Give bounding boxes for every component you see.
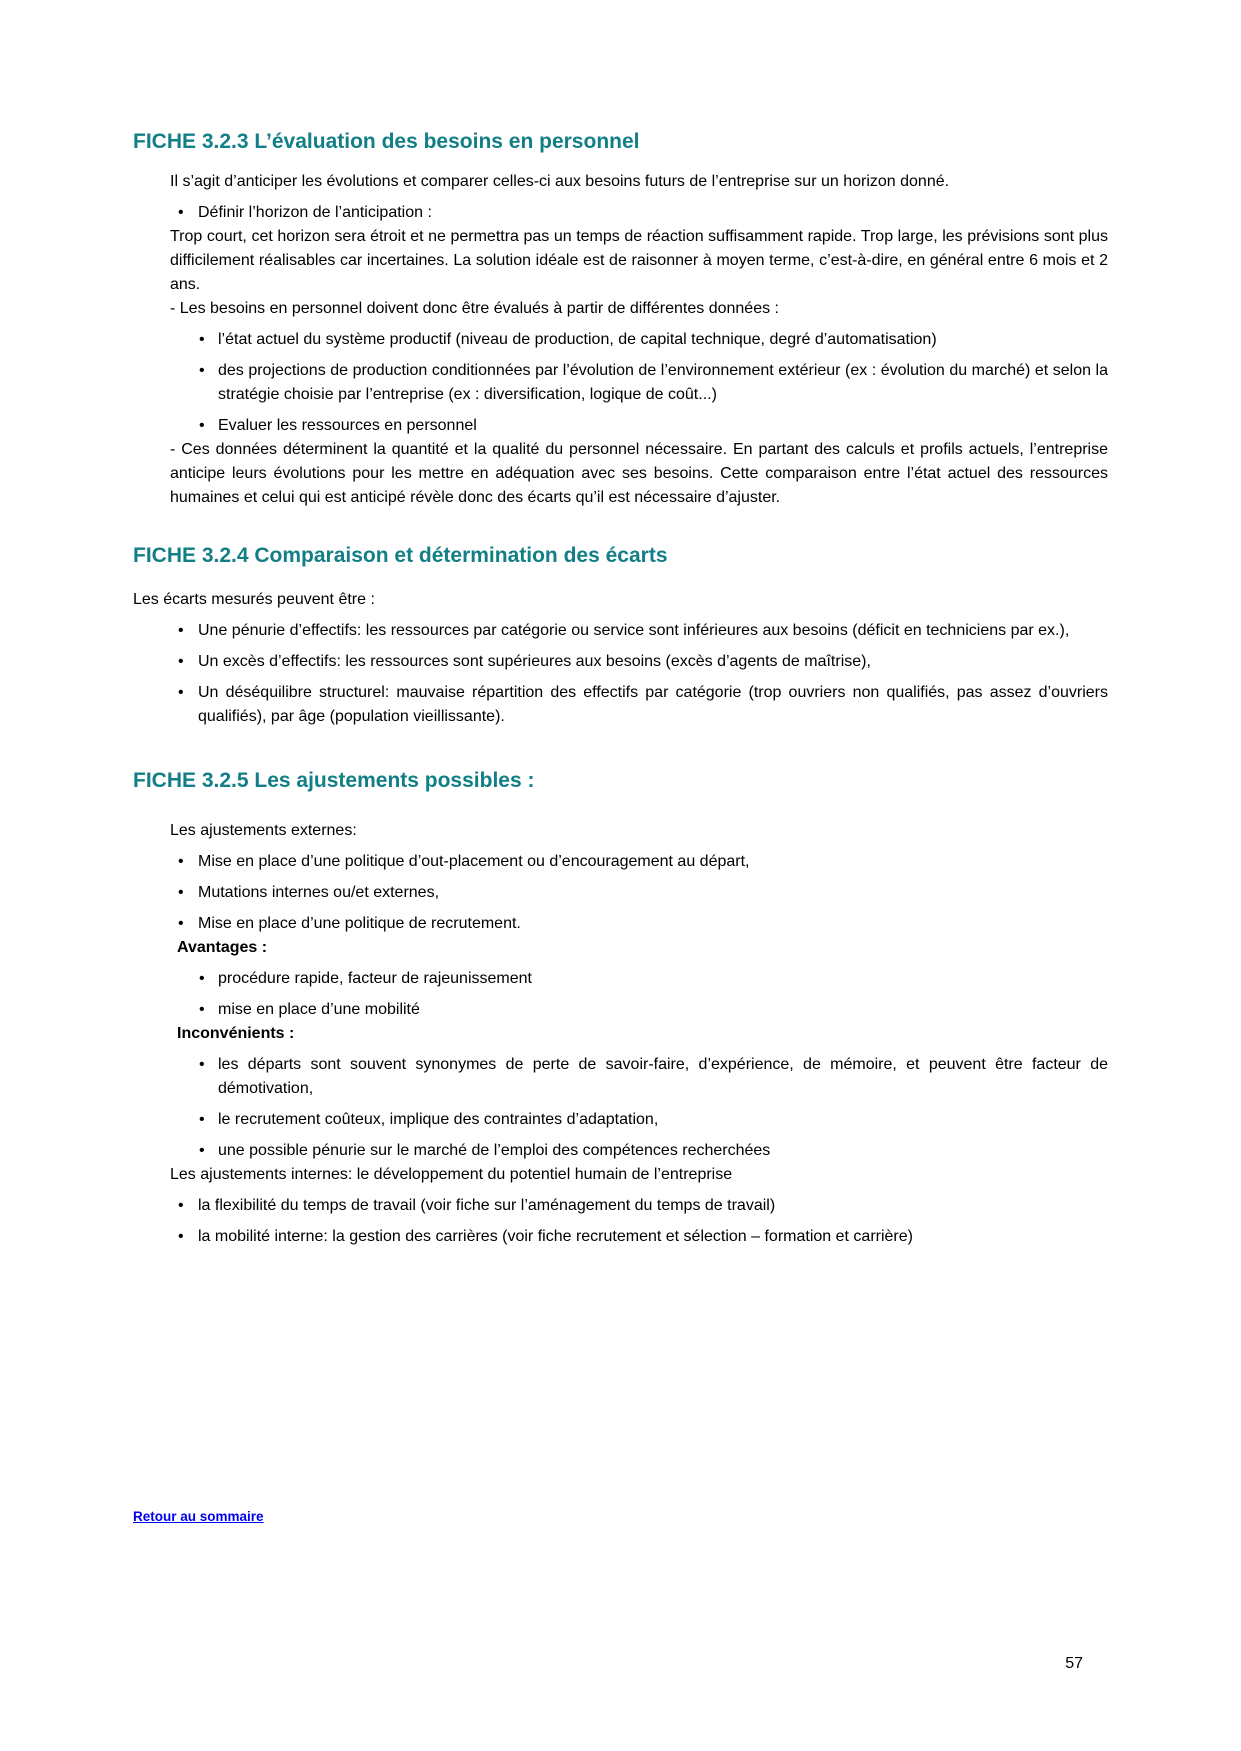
s2-bullet-penurie-effectifs: • Une pénurie d’effectifs: les ressources par catégorie ou service sont inférieures aux besoins (déficit en techniciens par ex.), [178, 619, 1108, 643]
s1-paragraph-ces-donnees: - Ces données déterminent la quantité et la qualité du personnel nécessaire. En partant des calculs et profils actuels, l’entreprise anticipe leurs évolutions pour les mettre en adéquation avec ses besoins. Cette comparaison entre l’état actuel des ressources humaines et celui qui est anticipé révèle donc des écarts qu’il est nécessaire d’ajuster. [170, 441, 1108, 506]
s3-intro-ajustements-externes: Les ajustements externes: [170, 822, 357, 839]
s3-intro-ajustements-internes: Les ajustements internes: le développement du potentiel humain de l’entreprise [170, 1166, 733, 1183]
section-heading-fiche-325: FICHE 3.2.5 Les ajustements possibles : [133, 769, 535, 792]
s1-intro-paragraph: Il s’agit d’anticiper les évolutions et comparer celles-ci aux besoins futurs de l’entreprise sur un horizon donné. [170, 173, 950, 190]
s3-bullet-procedure-rapide: • procédure rapide, facteur de rajeunissement [199, 967, 1108, 991]
s3-bullet-penurie-marche: • une possible pénurie sur le marché de l’emploi des compétences recherchées [199, 1139, 1108, 1163]
section-heading-fiche-323: FICHE 3.2.3 L’évaluation des besoins en personnel [133, 130, 640, 153]
s3-label-avantages: Avantages : [177, 939, 268, 956]
s1-paragraph-besoins-evalues: - Les besoins en personnel doivent donc être évalués à partir de différentes données : [170, 300, 779, 317]
s3-bullet-flexibilite-temps: • la flexibilité du temps de travail (voir fiche sur l’aménagement du temps de travail) [178, 1194, 1108, 1218]
s2-bullet-exces-effectifs: • Un excès d’effectifs: les ressources sont supérieures aux besoins (excès d’agents de maîtrise), [178, 650, 1108, 674]
s1-bullet-definir-horizon: • Définir l’horizon de l’anticipation : [178, 201, 1108, 225]
s1-subbullet-evaluer-ressources: • Evaluer les ressources en personnel [199, 414, 1108, 438]
s3-bullet-recrutement-couteux: • le recrutement coûteux, implique des contraintes d’adaptation, [199, 1108, 1108, 1132]
page-number: 57 [1065, 1655, 1083, 1672]
s3-bullet-mobilite-interne: • la mobilité interne: la gestion des carrières (voir fiche recrutement et sélection – formation et carrière) [178, 1225, 1108, 1249]
s1-subbullet-etat-actuel: • l’état actuel du système productif (niveau de production, de capital technique, degré d’automatisation) [199, 328, 1108, 352]
s3-bullet-departs-synonymes: • les départs sont souvent synonymes de perte de savoir-faire, d’expérience, de mémoire, et peuvent être facteur de démotivation, [199, 1053, 1108, 1101]
s3-label-inconvenients: Inconvénients : [177, 1025, 295, 1042]
retour-sommaire-link[interactable]: Retour au sommaire [133, 1509, 264, 1524]
s3-bullet-out-placement: • Mise en place d’une politique d’out-placement ou d’encouragement au départ, [178, 850, 1108, 874]
s2-intro-ecarts-mesures: Les écarts mesurés peuvent être : [133, 591, 375, 608]
s2-bullet-desequilibre-structurel: • Un déséquilibre structurel: mauvaise répartition des effectifs par catégorie (trop ouvriers non qualifiés, pas assez d’ouvriers qualifiés), par âge (population vieillissante). [178, 681, 1108, 729]
s3-bullet-mobilite: • mise en place d’une mobilité [199, 998, 1108, 1022]
s1-paragraph-trop-court: Trop court, cet horizon sera étroit et ne permettra pas un temps de réaction suffisamment rapide. Trop large, les prévisions sont plus difficilement réalisables car incertaines. La solution idéale est de raisonner à moyen terme, c’est-à-dire, en général entre 6 mois et 2 ans. [170, 228, 1108, 293]
s3-bullet-politique-recrutement: • Mise en place d’une politique de recrutement. [178, 912, 1108, 936]
section-heading-fiche-324: FICHE 3.2.4 Comparaison et détermination des écarts [133, 544, 668, 567]
s3-bullet-mutations: • Mutations internes ou/et externes, [178, 881, 1108, 905]
s1-subbullet-projections: • des projections de production conditionnées par l’évolution de l’environnement extérieur (ex : évolution du marché) et selon la stratégie choisie par l’entreprise (ex : diversification, logique de coût...) [199, 359, 1108, 407]
